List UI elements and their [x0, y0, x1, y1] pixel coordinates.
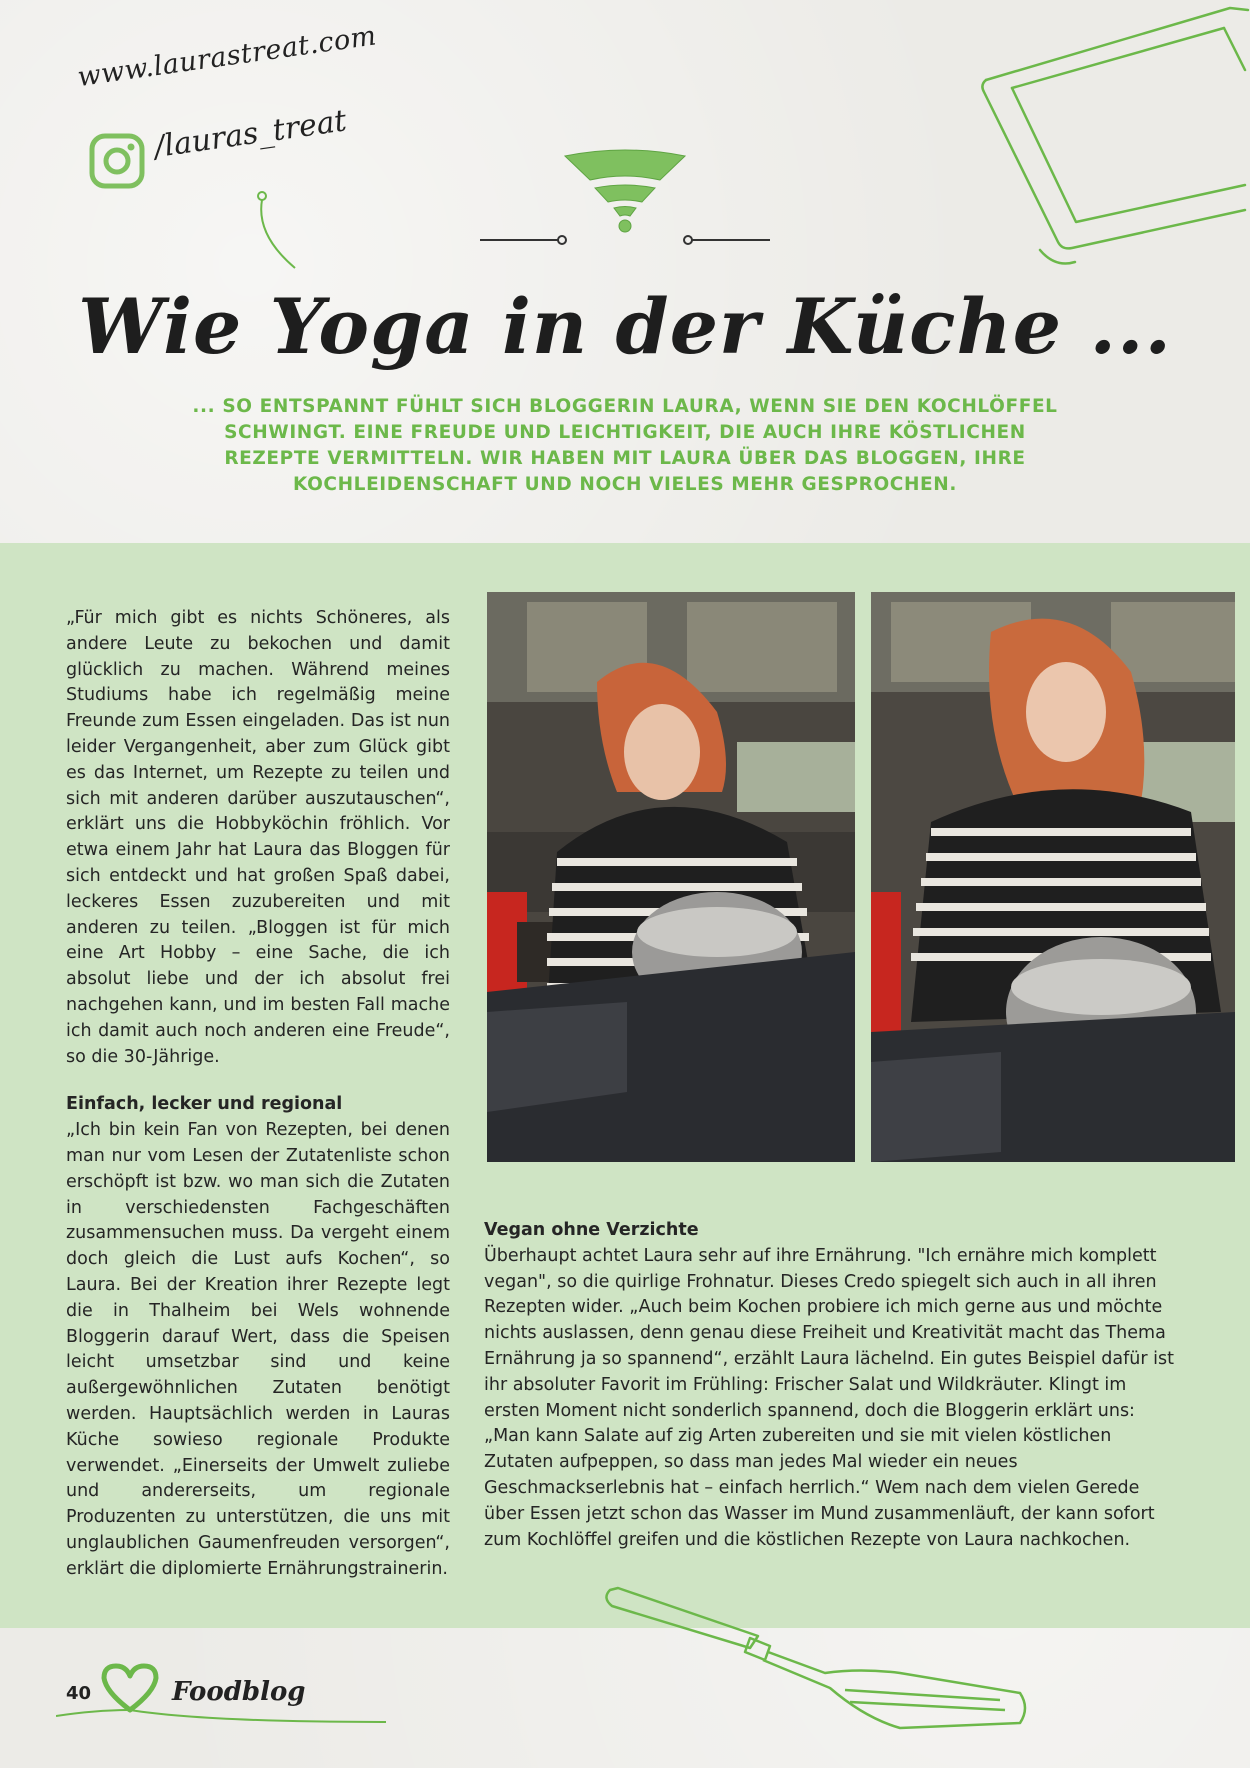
intro-paragraph: „Für mich gibt es nichts Schöneres, als andere Leute zu bekochen und damit glücklich zu machen. Während meines Studiums habe ich regelmäßig meine Freunde zum Essen eingeladen. Das ist nun leider Vergangenheit, aber zum Glück gibt es das Internet, um Rezepte zu teilen und sich mit anderen darüber auszutauschen“, erklärt uns die Hobbyköchin fröhlich. Vor etwa einem Jahr hat Laura das Bloggen für sich entdeckt und hat großen Spaß dabei, leckeres Essen zuzubereiten und mit anderen zu teilen. „Bloggen ist für mich eine Art Hobby – eine Sache, die ich absolut liebe und der ich absolut frei nachgehen kann, und im besten Fall mache ich damit auch noch anderen eine Freude“, so die 30-Jährige. — [66, 608, 450, 1067]
section-name: Foodblog — [172, 1677, 306, 1707]
photo-laura-stirring — [487, 592, 855, 1162]
page-number: 40 — [66, 1683, 92, 1704]
article-lead: ... SO ENTSPANNT FÜHLT SICH BLOGGERIN LAURA, WENN SIE DEN KOCHLÖFFEL SCHWINGT. EINE FREUDE UND LEICHTIGKEIT, DIE AUCH IHRE KÖSTLICHEN REZEPTE VERMITTELN. WIR HABEN MIT LAURA ÜBER DAS BLOGGEN, IHRE KOCHLEIDENSCHAFT UND NOCH VIELES MEHR GESPROCHEN. — [192, 396, 1058, 495]
wifi-signal-icon — [470, 148, 780, 248]
decorative-pointer — [250, 190, 300, 270]
section-body-vegan: Überhaupt achtet Laura sehr auf ihre Ernährung. "Ich ernähre mich komplett vegan", so die quirlige Frohnatur. Dieses Credo spiegelt sich auch in all ihren Rezepten wider. „Auch beim Kochen probiere ich mich gerne aus und möchte nichts auslassen, denn genau diese Freiheit und Kreativität macht das Thema Ernährung ja so spannend“, erzählt Laura lächelnd. Ein gutes Beispiel dafür ist ihr absoluter Favorit im Frühling: Frischer Salat und Wildkräuter. Klingt im ersten Moment nicht sonderlich spannend, doch die Bloggerin erklärt uns: „Man kann Salate auf zig Arten zubereiten und sie mit vielen köstlichen Zutaten aufpeppen, so dass man jedes Mal wieder ein neues Geschmackserlebnis hat – einfach herrlich.“ Wem nach dem vielen Gerede über Essen jetzt schon das Wasser im Mund zusammenläuft, der kann sofort zum Kochlöffel greifen und die köstlichen Rezepte von Laura nachkochen. — [484, 1245, 1174, 1550]
instagram-icon[interactable] — [88, 132, 146, 190]
section-heading-vegan: Vegan ohne Verzichte — [484, 1220, 699, 1240]
article-title: Wie Yoga in der Küche ... — [78, 282, 1172, 371]
section-heading-regional: Einfach, lecker und regional — [66, 1094, 343, 1115]
instagram-handle[interactable]: /lauras_treat — [152, 103, 349, 165]
baking-tray-icon — [980, 0, 1250, 275]
photo-laura-smiling — [871, 592, 1235, 1162]
spatula-icon — [600, 1578, 1040, 1748]
right-column — [484, 1218, 1184, 1553]
left-column — [66, 606, 450, 1582]
section-body-regional: „Ich bin kein Fan von Rezepten, bei denen man nur vom Lesen der Zutatenliste schon erschöpft ist bzw. wo man sich die Zutaten in verschiedensten Fachgeschäften zusammensuchen muss. Da vergeht einem doch gleich die Lust aufs Kochen“, so Laura. Bei der Kreation ihrer Rezepte legt die in Thalheim bei Wels wohnende Bloggerin darauf Wert, dass die Speisen leicht umsetzbar sind und keine außergewöhnlichen Zutaten benötigt werden. Hauptsächlich werden in Lauras Küche sowieso regionale Produkte verwendet. „Einerseits der Umwelt zuliebe und andererseits, um regionale Produzenten zu unterstützen, die uns mit unglaublichen Gaumenfreuden versorgen“, erklärt die diplomierte Ernährungstrainerin. — [66, 1120, 450, 1579]
website-url[interactable]: www.laurastreat.com — [75, 20, 379, 93]
